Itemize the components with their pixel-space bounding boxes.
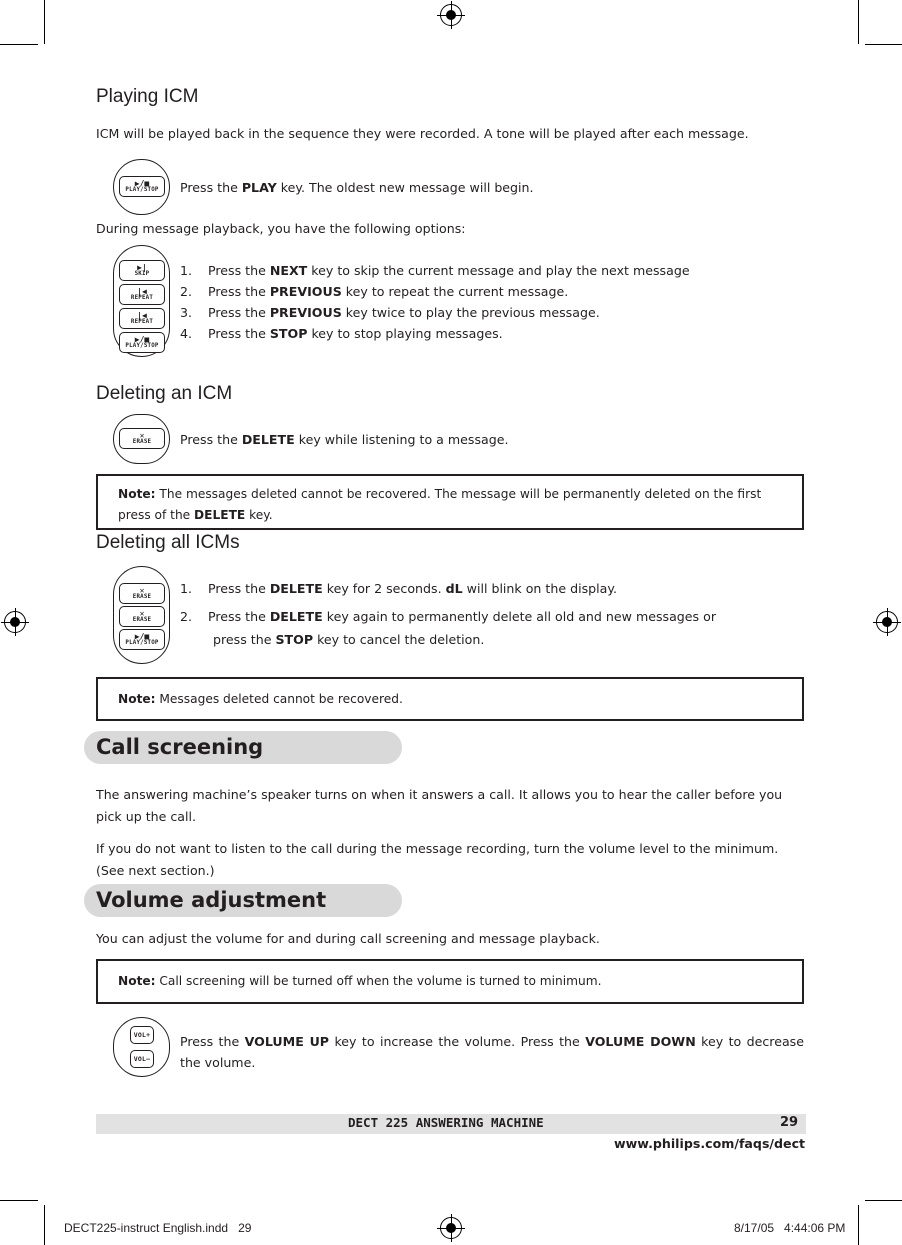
volume-instruction: Press the VOLUME UP key to increase the volume. Press the VOLUME DOWN key to decrease the volume. — [180, 1034, 804, 1070]
crop-mark — [44, 1205, 45, 1245]
note-box-delete-all: Note: Messages deleted cannot be recovered. — [96, 677, 804, 721]
crop-mark — [858, 0, 859, 44]
delete-all-keys-illustration — [113, 566, 170, 664]
footer-product-title: DECT 225 ANSWERING MACHINE — [348, 1115, 544, 1130]
footer-url[interactable]: www.philips.com/faqs/dect — [614, 1136, 806, 1151]
play-stop-key-icon: ▶/■ PLAY/STOP — [119, 176, 165, 197]
playing-intro: ICM will be played back in the sequence they were recorded. A tone will be played after each message. — [96, 126, 749, 141]
section-header-volume-adjustment — [84, 884, 402, 917]
crop-mark — [44, 0, 45, 44]
skip-key-icon: ▶| SKIP — [119, 260, 165, 281]
slug-file-name: DECT225-instruct English.indd 29 — [64, 1221, 252, 1235]
play-key-illustration — [113, 159, 170, 215]
registration-mark-icon — [876, 611, 898, 633]
crop-mark — [865, 1200, 902, 1201]
delete-key-illustration — [113, 414, 170, 464]
list-item-continuation: press the STOP key to cancel the deletion. — [213, 632, 485, 647]
section-title: Call screening — [96, 735, 264, 759]
playback-keys-illustration — [113, 245, 170, 357]
repeat-key-icon: |◀ REPEAT — [119, 284, 165, 305]
play-stop-key-icon: ▶/■ PLAY/STOP — [119, 629, 165, 650]
call-screening-para1: The answering machine’s speaker turns on when it answers a call. It allows you to hear the caller before you pick up the call. — [96, 787, 783, 824]
delete-instruction: Press the DELETE key while listening to a message. — [180, 432, 509, 447]
crop-mark — [0, 1200, 38, 1201]
registration-mark-icon — [4, 611, 26, 633]
registration-mark-icon — [440, 1217, 462, 1239]
crop-mark — [858, 1205, 859, 1245]
note-box-volume: Note: Call screening will be turned off when the volume is turned to minimum. — [96, 959, 804, 1004]
heading-playing-icm: Playing ICM — [96, 86, 199, 107]
play-stop-key-icon: ▶/■ PLAY/STOP — [119, 332, 165, 353]
volume-up-key-icon: VOL+ — [130, 1026, 154, 1044]
volume-down-key-icon: VOL– — [130, 1050, 154, 1068]
playback-options-intro: During message playback, you have the following options: — [96, 221, 466, 236]
heading-deleting-icm: Deleting an ICM — [96, 383, 233, 404]
registration-mark-icon — [440, 4, 462, 26]
call-screening-para2: If you do not want to listen to the call during the message recording, turn the volume level to the minimum. (See next section.) — [96, 841, 779, 878]
volume-keys-illustration — [113, 1017, 170, 1077]
heading-deleting-all-icms: Deleting all ICMs — [96, 532, 240, 553]
play-instruction: Press the PLAY key. The oldest new message will begin. — [180, 180, 534, 195]
crop-mark — [0, 44, 38, 45]
footer-page-number: 29 — [780, 1115, 799, 1130]
volume-intro: You can adjust the volume for and during call screening and message playback. — [96, 931, 600, 946]
erase-key-icon: ✕ ERASE — [119, 606, 165, 627]
section-title: Volume adjustment — [96, 888, 327, 912]
crop-mark — [865, 44, 902, 45]
section-header-call-screening — [84, 731, 402, 764]
repeat-key-icon: |◀ REPEAT — [119, 308, 165, 329]
note-box-delete: Note: The messages deleted cannot be recovered. The message will be permanently deleted on the first press of the DELETE key. — [96, 474, 804, 530]
erase-key-icon: ✕ ERASE — [119, 583, 165, 604]
erase-key-icon: ✕ ERASE — [119, 428, 165, 449]
slug-date: 8/17/05 4:44:06 PM — [734, 1221, 846, 1235]
